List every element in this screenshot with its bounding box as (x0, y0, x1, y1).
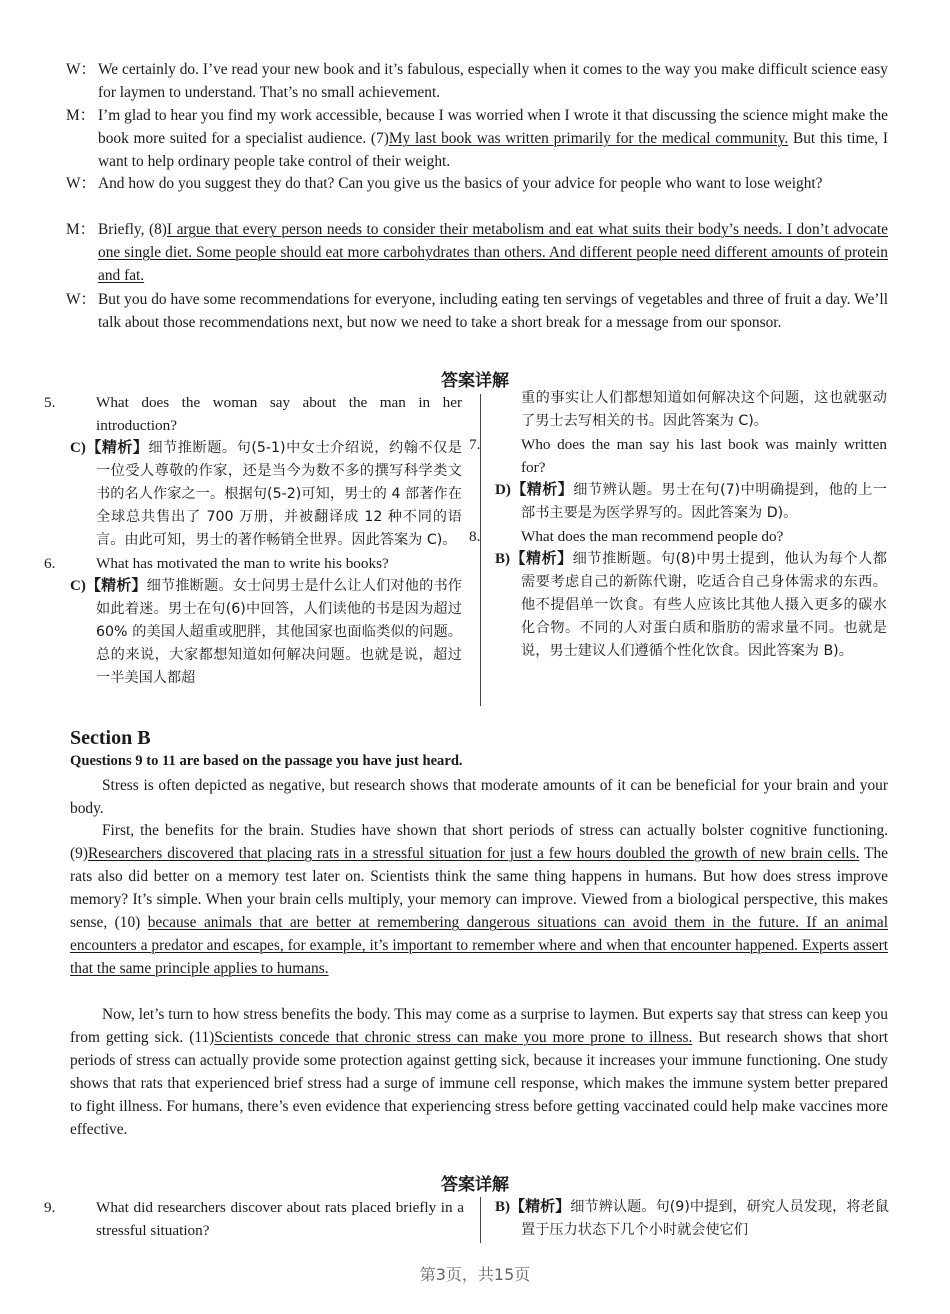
speaker-label: M： (66, 221, 96, 238)
answer-tag: 【精析】 (510, 482, 574, 498)
answer-explanation: 细节辨认题。句(9)中提到，研究人员发现，将老鼠置于压力状态下几个小时就会使它们 (521, 1199, 889, 1238)
answer-continuation: 重的事实让人们都想知道如何解决这个问题，这也就驱动了男士去写相关的书。因此答案为 C)。 (521, 390, 887, 429)
speaker-label: W： (66, 61, 96, 78)
text-run: I’m glad to hear you find my work accessible, because I was worried when I wrote it that discussing the science might make the book more suited for a specialist audience. (7) (98, 107, 888, 147)
passage-paragraph (70, 819, 888, 980)
answer-column-left (44, 391, 462, 690)
text-run: First, the benefits for the brain. Studies have shown that short periods of stress can actually bolster cognitive functioning. (9) (70, 822, 888, 862)
answer-tag: 【精析】 (510, 1199, 571, 1215)
answer-explanation: 细节推断题。女士问男士是什么让人们对他的书作如此着迷。男士在句(6)中回答，人们读他的书是因为超过 60% 的美国人超重或肥胖，其他国家也面临类似的问题。总的来说，大家都想知道如何解决问题。也就是说，超过一半美国人都超 (96, 578, 462, 686)
answer-explanation: 细节推断题。句(8)中男士提到，他认为每个人都需要考虑自己的新陈代谢，吃适合自己身体需求的东西。他不提倡单一饮食。有些人应该比其他人摄入更多的碳水化合物。不同的人对蛋白质和脂肪的需求量不同。也就是说，男士建议人们遵循个性化饮食。因此答案为 B)。 (521, 551, 887, 659)
page-footer: 第3页，共15页 (419, 1265, 531, 1284)
column-divider (480, 1197, 481, 1243)
dialogue-text (98, 58, 888, 104)
answer-letter: B) (495, 1199, 510, 1215)
text-run: Now, let’s turn to how stress benefits the body. This may come as a surprise to laymen. But experts say that stress can keep you from getting sick. (11) (70, 1006, 888, 1046)
answer-heading-2: 答案详解 (441, 1175, 509, 1195)
passage-paragraph (70, 774, 888, 820)
dialogue-turn (66, 172, 888, 195)
dialogue-turn (66, 218, 888, 287)
underlined-key-sentence: My last book was written primarily for the medical community. (388, 130, 789, 147)
text-run: Stress is often depicted as negative, but research shows that moderate amounts of it can be beneficial for your brain and your body. (70, 777, 888, 817)
answer-tag: 【精析】 (510, 551, 573, 567)
question-9 (44, 1196, 464, 1242)
question-text: What did researchers discover about rats placed briefly in a stressful situation? (96, 1199, 464, 1239)
text-run: But research shows that short periods of stress can actually provide some protection against getting sick, because it increases your immune functioning. One study shows that rats that experienced brief stress had a surge of immune cell response, which makes the immune system better prepared to fight illness. For humans, there’s even evidence that experiencing stress before getting vaccinated could help make vaccines more effective. (70, 1029, 888, 1138)
question-text: What does the woman say about the man in her introduction? (96, 394, 462, 434)
question-text: Who does the man say his last book was mainly written for? (521, 436, 887, 476)
question-item (469, 525, 887, 548)
answer-tag: 【精析】 (85, 578, 147, 594)
text-run: The rats also did better on a memory test later on. Scientists think the same thing happens in humans. But how does stress improve memory? It’s simple. When your brain cells multiply, your memory can improve. Viewed from a biological perspective, this makes sense, (10) (70, 845, 888, 931)
text-run: We certainly do. I’ve read your new book and it’s fabulous, especially when it comes to the way you make difficult science easy for laymen to understand. That’s no small achievement. (98, 61, 888, 101)
dialogue-text (98, 104, 888, 173)
speaker-label: W： (66, 291, 96, 308)
question-number: 9. (44, 1199, 56, 1216)
question-item (44, 552, 462, 575)
answer-heading-1: 答案详解 (441, 371, 509, 391)
answer-column-right (469, 387, 887, 663)
speaker-label: W： (66, 175, 96, 192)
dialogue-turn (66, 58, 888, 104)
dialogue-text (98, 288, 888, 334)
text-run: But this time, I want to help ordinary people take control of their weight. (98, 130, 888, 170)
answer-item (70, 575, 462, 690)
answer-9 (495, 1196, 889, 1242)
answer-letter: D) (495, 482, 511, 498)
answer-item (495, 548, 887, 663)
dialogue-text (98, 218, 888, 287)
question-item (469, 433, 887, 479)
text-run: And how do you suggest they do that? Can you give us the basics of your advice for people who want to lose weight? (98, 175, 823, 192)
section-b-title: Section B (70, 727, 151, 749)
dialogue-text (98, 172, 888, 195)
dialogue-turn (66, 288, 888, 334)
question-number: 5. (44, 394, 56, 411)
answer-tag: 【精析】 (85, 440, 149, 456)
question-number: 8. (469, 528, 481, 545)
section-b-instruction: Questions 9 to 11 are based on the passage you have just heard. (70, 753, 463, 769)
answer-letter: B) (495, 551, 510, 567)
underlined-key-sentence: because animals that are better at remembering dangerous situations can avoid them in the future. If an animal encounters a predator and escapes, for example, it’s important to remember where and when that encounter happened. Experts assert that the same principle applies to humans. (70, 914, 888, 977)
question-number: 6. (44, 555, 56, 572)
underlined-key-sentence: I argue that every person needs to consider their metabolism and eat what suits their body’s needs. I don’t advocate one single diet. Some people should eat more carbohydrates than others. And different people need different amounts of protein and fat. (98, 221, 888, 284)
question-text: What has motivated the man to write his books? (96, 555, 389, 572)
answer-explanation: 细节辨认题。男士在句(7)中明确提到，他的上一部书主要是为医学界写的。因此答案为 D)。 (521, 482, 887, 521)
answer-letter: C) (70, 440, 86, 456)
text-run: But you do have some recommendations for everyone, including eating ten servings of vegetables and three of fruit a day. We’ll talk about those recommendations next, but now we need to take a short break for a message from our sponsor. (98, 291, 888, 331)
passage-paragraph (70, 1003, 888, 1141)
dialogue-turn (66, 104, 888, 173)
answer-letter: C) (70, 578, 86, 594)
question-number: 7. (469, 436, 481, 453)
answer-item (70, 437, 462, 552)
text-run: Briefly, (8) (98, 221, 167, 238)
underlined-key-sentence: Researchers discovered that placing rats in a stressful situation for just a few hours doubled the growth of new brain cells. (87, 845, 860, 862)
question-text: What does the man recommend people do? (521, 528, 784, 545)
answer-item (495, 479, 887, 525)
answer-explanation: 细节推断题。句(5-1)中女士介绍说，约翰不仅是一位受人尊敬的作家，还是当今为数不多的撰写科学类文书的名人作家之一。根据句(5-2)可知，男士的 4 部著作在全球总共售出了 700 万册，并被翻译成 12 种不同的语言。由此可知，男士的著作畅销全世界。因此答案为 C)。 (96, 440, 462, 548)
question-item (44, 391, 462, 437)
speaker-label: M： (66, 107, 96, 124)
underlined-key-sentence: Scientists concede that chronic stress can make you more prone to illness. (214, 1029, 693, 1046)
